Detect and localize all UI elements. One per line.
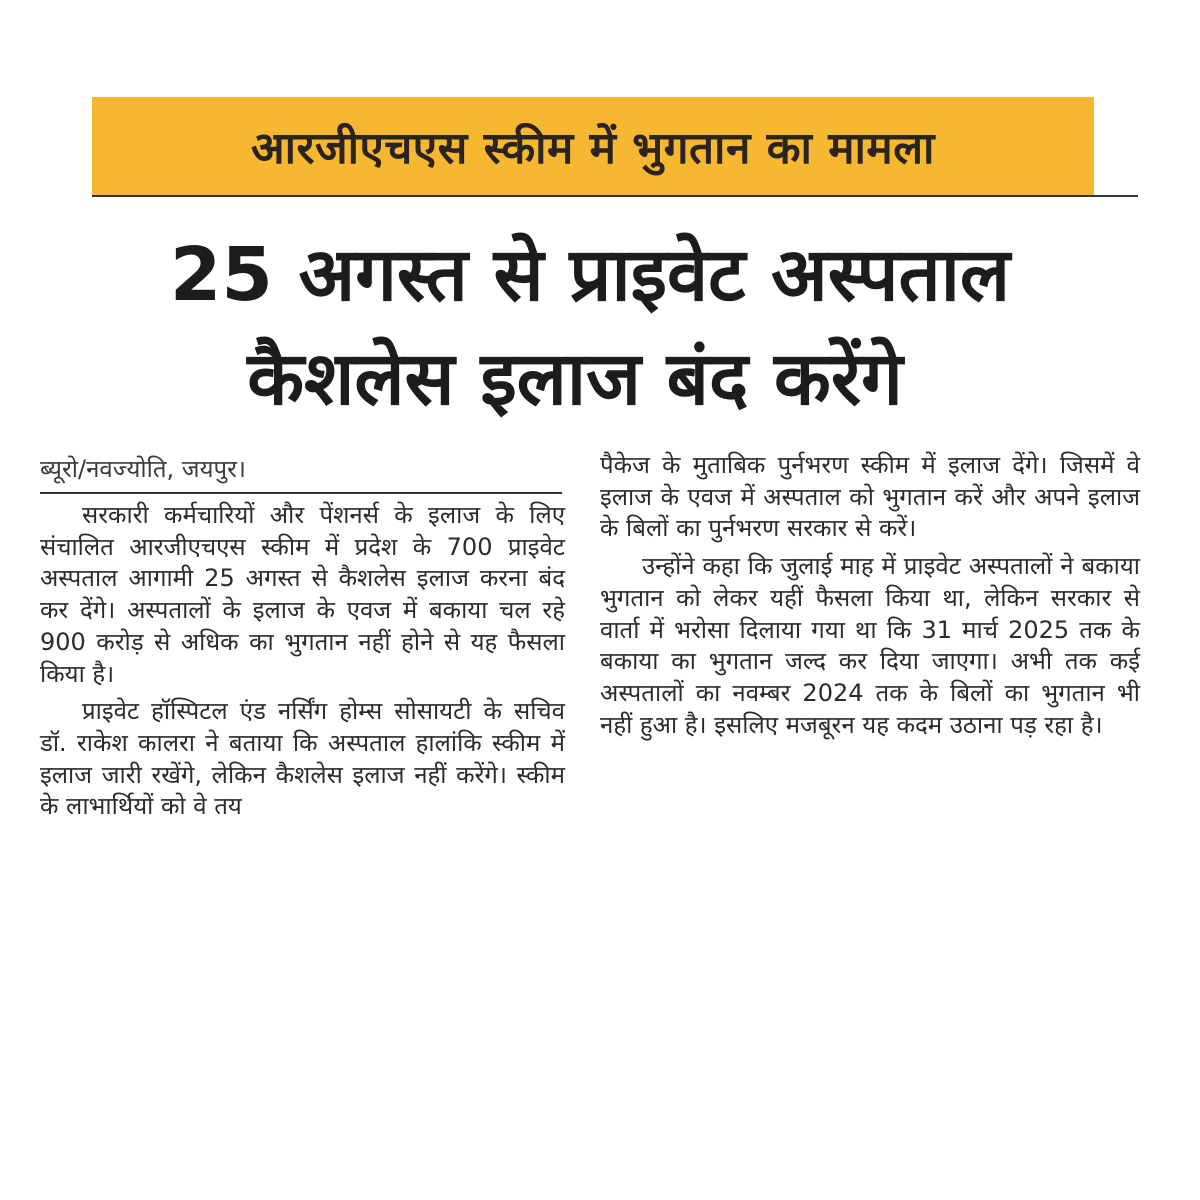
kicker-text: आरजीएचएस स्कीम में भुगतान का मामला bbox=[251, 123, 935, 174]
headline bbox=[60, 225, 1140, 429]
kicker-banner bbox=[92, 97, 1094, 195]
paragraph: पैकेज के मुताबिक पुर्नभरण स्कीम में इलाज देंगे। जिसमें वे इलाज के एवज में अस्पताल को भुगतान करें और अपने इलाज के बिलों का पुर्नभरण सरकार से करें। bbox=[600, 451, 1140, 543]
headline-line-1: 25 अगस्त से प्राइवेट अस्पताल bbox=[169, 232, 1011, 318]
article-column-right bbox=[600, 450, 1140, 747]
byline: ब्यूरो/नवज्योति, जयपुर। bbox=[40, 450, 562, 494]
paragraph: सरकारी कर्मचारियों और पेंशनर्स के इलाज के लिए संचालित आरजीएचएस स्कीम में प्रदेश के 700 प्राइवेट अस्पताल आगामी 25 अगस्त से कैशलेस इलाज करना बंद कर देंगे। अस्पतालों के इलाज के एवज में बकाया चल रहे 900 करोड़ से अधिक का भुगतान नहीं होने से यह फैसला किया है। bbox=[40, 501, 565, 688]
paragraph: प्राइवेट हॉस्पिटल एंड नर्सिंग होम्स सोसायटी के सचिव डॉ. राकेश कालरा ने बताया कि अस्पताल हालांकि स्कीम में इलाज जारी रखेंगे, लेकिन कैशलेस इलाज नहीं करेंगे। स्कीम के लाभार्थियों को वे तय bbox=[40, 697, 565, 821]
kicker-divider bbox=[92, 195, 1138, 197]
paragraph: उन्होंने कहा कि जुलाई माह में प्राइवेट अस्पतालों ने बकाया भुगतान को लेकर यहीं फैसला किया था, लेकिन सरकार से वार्ता में भरोसा दिलाया गया था कि 31 मार्च 2025 तक के बकाया का भुगतान जल्द कर दिया जाएगा। अभी तक कई अस्पतालों का नवम्बर 2024 तक के बिलों का भुगतान भी नहीं हुआ है। इसलिए मजबूरन यह कदम उठाना पड़ रहा है। bbox=[600, 552, 1140, 739]
article-column-left bbox=[40, 450, 565, 829]
headline-line-2: कैशलेस इलाज बंद करेंगे bbox=[247, 336, 903, 422]
